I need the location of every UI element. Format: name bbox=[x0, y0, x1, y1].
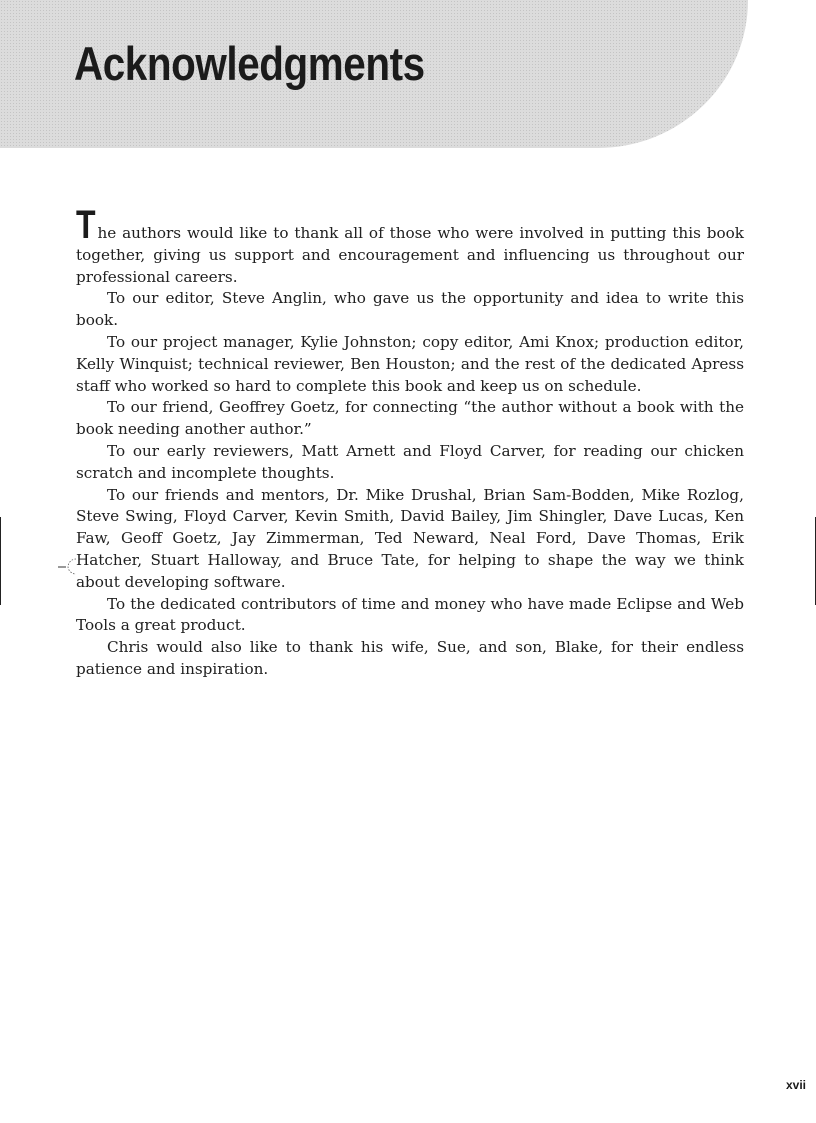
page-number: xvii bbox=[785, 1078, 806, 1092]
paragraph-production-team: To our project manager, Kylie Johnston; copy editor, Ami Knox; production editor, Kelly Winquist; technical reviewer, Ben Houston; and the rest of the dedicated Apress staff who worked so hard to complete this book and keep us on schedule. bbox=[76, 332, 744, 395]
acknowledgments-body bbox=[76, 203, 744, 681]
paragraph-intro bbox=[76, 203, 744, 288]
paragraph-early-reviewers: To our early reviewers, Matt Arnett and Floyd Carver, for reading our chicken scratch and incomplete thoughts. bbox=[76, 441, 744, 482]
paragraph-friend: To our friend, Geoffrey Goetz, for connecting “the author without a book with the book needing another author.” bbox=[76, 398, 744, 439]
paragraph-contributors: To the dedicated contributors of time and money who have made Eclipse and Web Tools a great product. bbox=[76, 594, 744, 635]
paragraph-editor: To our editor, Steve Anglin, who gave us the opportunity and idea to write this book. bbox=[76, 289, 744, 330]
chapter-title: Acknowledgments bbox=[74, 37, 425, 90]
paragraph-family: Chris would also like to thank his wife, Sue, and son, Blake, for their endless patience and inspiration. bbox=[76, 638, 744, 678]
scan-annotation-mark bbox=[58, 555, 82, 575]
paragraph-intro-text: he authors would like to thank all of those who were involved in putting this book together, giving us support and encouragement and influencing us throughout our professional careers. bbox=[76, 224, 744, 286]
left-edge-mark bbox=[0, 517, 1, 605]
drop-cap: T bbox=[76, 203, 96, 247]
paragraph-mentors: To our friends and mentors, Dr. Mike Drushal, Brian Sam-Bodden, Mike Rozlog, Steve Swing, Floyd Carver, Kevin Smith, David Bailey, Jim Shingler, Dave Lucas, Ken Faw, Geoff Goetz, Jay Zimmerman, Ted Neward, Neal Ford, Dave Thomas, Erik Hatcher, Stuart Halloway, and Bruce Tate, for helping to shape the way we think about developing software. bbox=[76, 485, 744, 591]
